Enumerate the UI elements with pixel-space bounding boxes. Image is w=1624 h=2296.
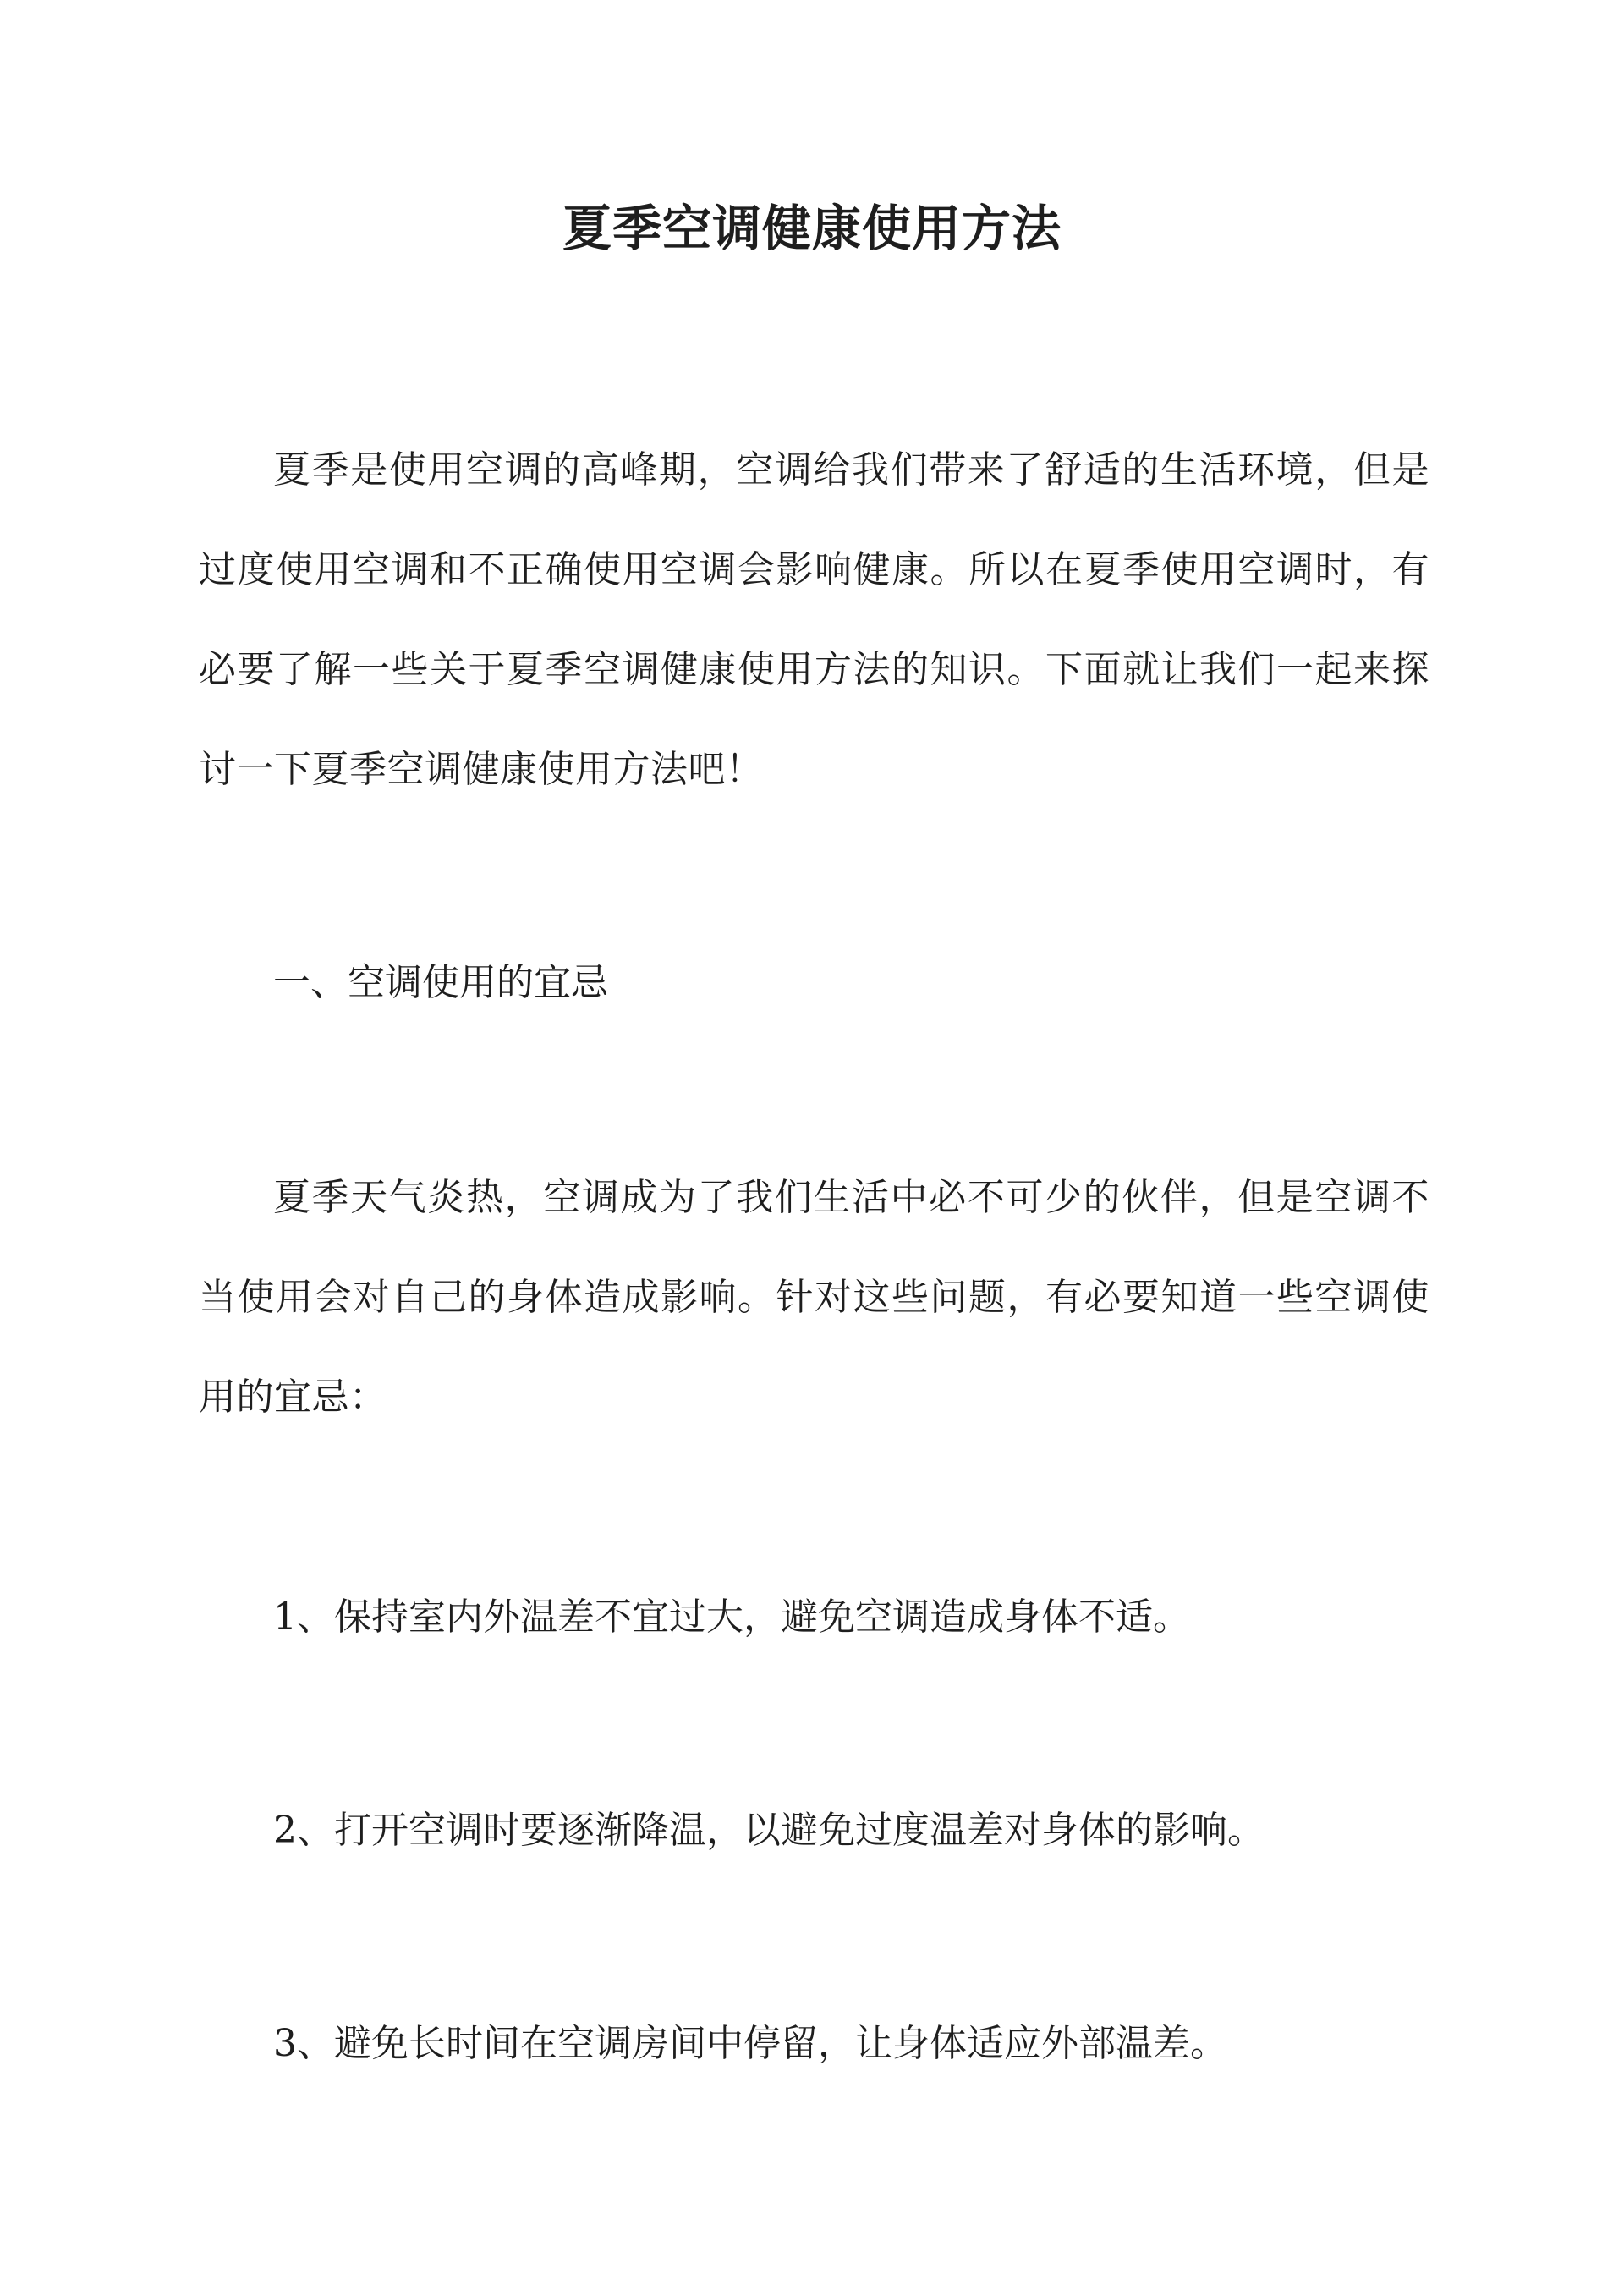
list-item: 2、打开空调时要逐渐降温，以避免过度温差对身体的影响。 [273,1809,1265,1852]
document-title: 夏季空调健康使用方法 [562,200,1062,257]
intro-paragraph: 夏季是使用空调的高峰期，空调给我们带来了舒适的生活环境，但是过度使用空调和不正确使用空调会影响健康。所以在夏季使用空调时，有必要了解一些关于夏季空调健康使用方法的知识。下面就让我们一起来探讨一下夏季空调健康使用方法吧！ [199,448,1429,791]
section-paragraph: 夏季天气炎热，空调成为了我们生活中必不可少的伙伴，但是空调不当使用会对自己的身体造成影响。针对这些问题，有必要知道一些空调使用的宜忌： [199,1176,1429,1419]
list-item: 1、保持室内外温差不宜过大，避免空调造成身体不适。 [273,1596,1190,1639]
section-heading: 一、空调使用的宜忌 [273,961,608,1004]
list-item: 3、避免长时间在空调房间中停留，让身体适应外部温差。 [273,2022,1227,2065]
